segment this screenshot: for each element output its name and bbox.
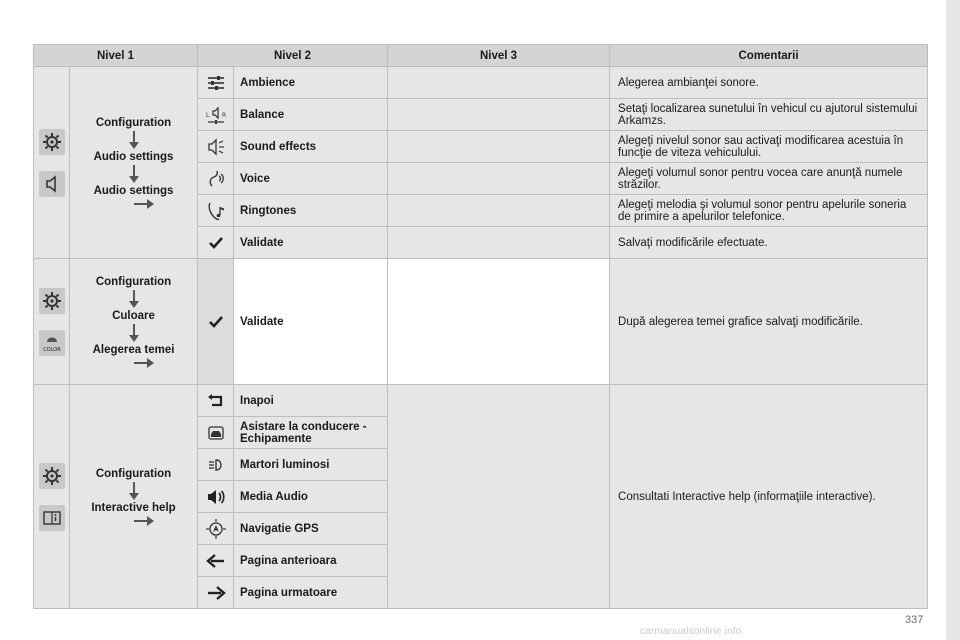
- arrow-right-icon: [204, 581, 228, 605]
- row-name-martori: Martori luminosi: [234, 449, 388, 481]
- arrow-down-icon: [127, 130, 141, 150]
- page-side-strip: [946, 0, 960, 640]
- media-audio-icon: [204, 485, 228, 509]
- row-name-asistare: Asistare la conducere - Echipamente: [234, 417, 388, 449]
- nav-configuration: Configuration: [95, 467, 172, 480]
- row-comment-ambience: Alegerea ambianţei sonore.: [610, 67, 928, 99]
- nav-interactive-help: Interactive help: [91, 501, 176, 514]
- row-comment-ringtones: Alegeţi melodia şi volumul sonor pentru apelurile soneria de primire a apelurilor telefonice.: [610, 195, 928, 227]
- row-name-balance: Balance: [234, 99, 388, 131]
- level1-icons-audio: [34, 67, 70, 259]
- balance-icon: [204, 103, 228, 127]
- row-name-navigatie: Navigatie GPS: [234, 513, 388, 545]
- checkmark-icon: [204, 231, 228, 255]
- equalizer-icon-cell: [198, 67, 234, 99]
- gear-icon: [39, 288, 65, 314]
- row-name-voice: Voice: [234, 163, 388, 195]
- ringtone-icon: [204, 199, 228, 223]
- row-comment-sound-effects: Alegeţi nivelul sonor sau activaţi modificarea acestuia în funcţie de viteza vehiculului.: [610, 131, 928, 163]
- driving-assist-icon: [204, 421, 228, 445]
- table-header-row: [34, 45, 928, 67]
- row-name-ringtones: Ringtones: [234, 195, 388, 227]
- arrow-down-icon: [127, 164, 141, 184]
- header-level-1: Nivel 1: [34, 45, 198, 67]
- row-name-ambience: Ambience: [234, 67, 388, 99]
- color-icon: [39, 330, 65, 356]
- table-row: [34, 385, 928, 417]
- arrow-right-icon: [133, 515, 155, 527]
- table-row: [34, 259, 928, 385]
- color-icon-label: COLOR: [42, 346, 61, 353]
- nav-culoare: Culoare: [112, 309, 155, 322]
- level1-nav-audio: [70, 67, 198, 259]
- nav-configuration: Configuration: [95, 116, 172, 129]
- row-name-pagina-anterioara: Pagina anterioara: [234, 545, 388, 577]
- svg-text:L: L: [205, 111, 209, 119]
- row-comment-voice: Alegeţi volumul sonor pentru vocea care anunţă numele străzilor.: [610, 163, 928, 195]
- level1-icons-color: [34, 259, 70, 385]
- row-name-sound-effects: Sound effects: [234, 131, 388, 163]
- warning-lights-icon: [204, 453, 228, 477]
- row-comment-interactive-help: Consultati Interactive help (informaţiile interactive).: [610, 385, 928, 609]
- gear-icon: [39, 463, 65, 489]
- voice-icon: [204, 167, 228, 191]
- svg-text:R: R: [221, 111, 226, 119]
- header-level-3: Nivel 3: [388, 45, 610, 67]
- nav-configuration: Configuration: [95, 275, 172, 288]
- gps-icon: [204, 517, 228, 541]
- arrow-down-icon: [127, 323, 141, 343]
- header-comments: Comentarii: [610, 45, 928, 67]
- arrow-down-icon: [127, 289, 141, 309]
- nav-audio-settings: Audio settings: [93, 150, 174, 163]
- help-book-icon: [39, 505, 65, 531]
- level1-nav-help: [70, 385, 198, 609]
- row-comment-validate: Salvaţi modificările efectuate.: [610, 227, 928, 259]
- arrow-right-icon: [133, 357, 155, 369]
- sound-effects-icon: [204, 135, 228, 159]
- row-comment-validate-theme: După alegerea temei grafice salvaţi modificările.: [610, 259, 928, 385]
- nav-audio-settings-2: Audio settings: [93, 184, 174, 197]
- level1-icons-help: [34, 385, 70, 609]
- speaker-icon: [39, 171, 65, 197]
- nav-alegerea-temei: Alegerea temei: [92, 343, 175, 356]
- row-comment-balance: Setaţi localizarea sunetului în vehicul cu ajutorul sistemului Arkamzs.: [610, 99, 928, 131]
- page-number: 337: [905, 614, 924, 626]
- row-name-validate: Validate: [234, 227, 388, 259]
- header-level-2: Nivel 2: [198, 45, 388, 67]
- arrow-left-icon: [204, 549, 228, 573]
- level1-nav-color: [70, 259, 198, 385]
- arrow-right-icon: [133, 198, 155, 210]
- row-name-pagina-urmatoare: Pagina urmatoare: [234, 577, 388, 609]
- gear-icon: [39, 129, 65, 155]
- checkmark-icon: [204, 310, 228, 334]
- table-row: [34, 67, 928, 99]
- row-name-media-audio: Media Audio: [234, 481, 388, 513]
- row-name-validate-theme: Validate: [234, 259, 388, 385]
- back-icon: [204, 389, 228, 413]
- arrow-down-icon: [127, 481, 141, 501]
- equalizer-icon: [204, 71, 228, 95]
- settings-table: [33, 44, 928, 609]
- row-name-inapoi: Inapoi: [234, 385, 388, 417]
- watermark: carmanualsonline.info: [640, 626, 742, 637]
